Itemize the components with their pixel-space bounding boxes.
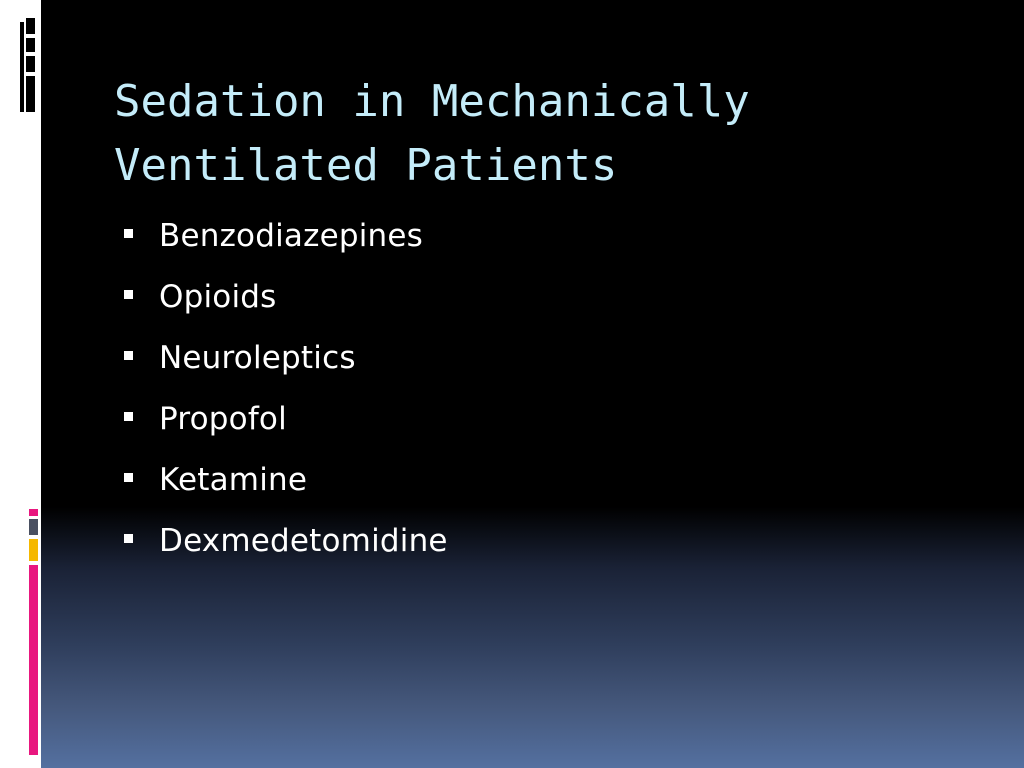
bullet-list xyxy=(124,205,448,571)
decorative-bar-gray xyxy=(29,519,38,535)
square-bullet-icon xyxy=(124,290,133,299)
bullet-item xyxy=(124,327,448,388)
square-bullet-icon xyxy=(124,473,133,482)
bullet-text: Benzodiazepines xyxy=(159,217,424,254)
bullet-text: Dexmedetomidine xyxy=(159,522,448,559)
bullet-item xyxy=(124,449,448,510)
square-bullet-icon xyxy=(124,229,133,238)
bullet-text: Propofol xyxy=(159,400,287,437)
bullet-text: Ketamine xyxy=(159,461,308,498)
bullet-text: Neuroleptics xyxy=(159,339,356,376)
decorative-bar-pink xyxy=(29,509,38,516)
square-bullet-icon xyxy=(124,412,133,421)
bullet-item xyxy=(124,205,448,266)
bullet-text: Opioids xyxy=(159,278,277,315)
decorative-bar xyxy=(26,38,35,52)
decorative-bar-yellow xyxy=(29,539,38,561)
decorative-bar xyxy=(26,56,35,72)
slide-title: Sedation in Mechanically Ventilated Patients xyxy=(114,76,750,191)
decorative-bar-pink-long xyxy=(29,565,38,755)
bullet-item xyxy=(124,510,448,571)
bullet-item xyxy=(124,266,448,327)
square-bullet-icon xyxy=(124,534,133,543)
decorative-bar xyxy=(26,18,35,34)
square-bullet-icon xyxy=(124,351,133,360)
decorative-bar xyxy=(26,76,35,112)
bullet-item xyxy=(124,388,448,449)
decorative-bar xyxy=(20,22,24,112)
